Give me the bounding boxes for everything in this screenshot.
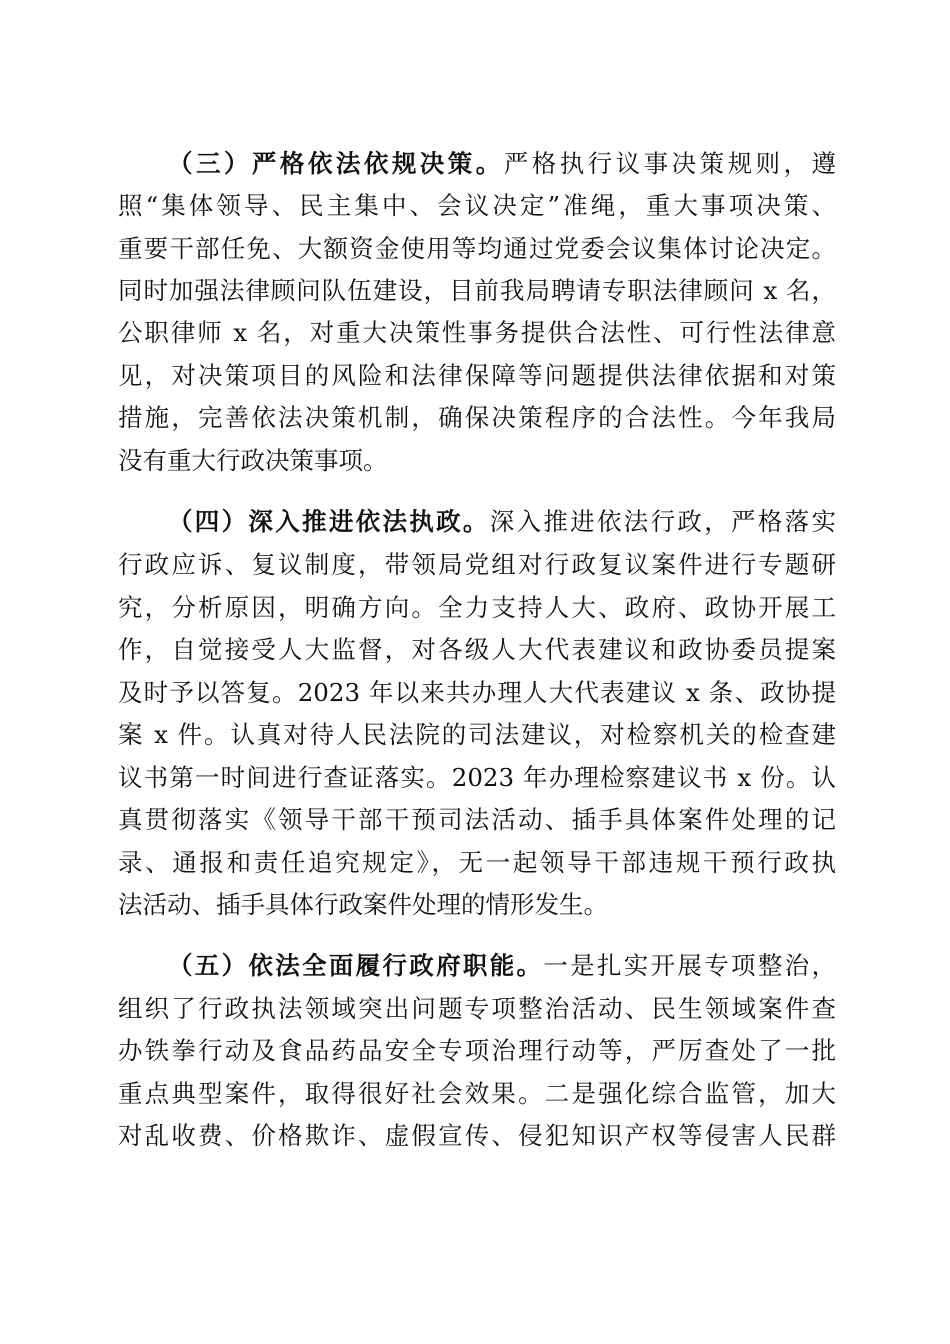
paragraph-3-line-5: 公职律师 x 名，对重大决策性事务提供合法性、可行性法律意 — [118, 318, 836, 347]
paragraph-4-line-1 — [168, 502, 836, 542]
paragraph-5-line-4: 重点典型案件，取得很好社会效果。二是强化综合监管，加大 — [118, 1079, 836, 1108]
paragraph-5-line-2: 组织了行政执法领域突出问题专项整治活动、民生领域案件查 — [118, 994, 836, 1023]
paragraph-5-text: 一是扎实开展专项整治， — [543, 951, 836, 980]
paragraph-5-line-5: 对乱收费、价格欺诈、虚假宣传、侵犯知识产权等侵害人民群 — [118, 1121, 836, 1150]
paragraph-4-line-5: 及时予以答复。2023 年以来共办理人大代表建议 x 条、政协提 — [118, 678, 836, 707]
paragraph-4-line-3: 究，分析原因，明确方向。全力支持人大、政府、政协开展工 — [118, 593, 836, 622]
paragraph-3-line-7: 措施，完善依法决策机制，确保决策程序的合法性。今年我局 — [118, 403, 836, 432]
paragraph-4-heading: （四）深入推进依法执政。 — [168, 507, 490, 536]
paragraph-3-line-2: 照“集体领导、民主集中、会议决定”准绳，重大事项决策、 — [118, 191, 836, 220]
paragraph-3-text: 严格执行议事决策规则，遵 — [503, 149, 837, 178]
paragraph-3-heading: （三）严格依法依规决策。 — [168, 149, 504, 178]
paragraph-3-line-4: 同时加强法律顾问队伍建设，目前我局聘请专职法律顾问 x 名， — [118, 276, 836, 305]
paragraph-3-line-6: 见，对决策项目的风险和法律保障等问题提供法律依据和对策 — [118, 361, 836, 390]
paragraph-3-line-3: 重要干部任免、大额资金使用等均通过党委会议集体讨论决定。 — [118, 234, 836, 263]
paragraph-4-line-6: 案 x 件。认真对待人民法院的司法建议，对检察机关的检查建 — [118, 720, 836, 749]
paragraph-4-line-4: 作，自觉接受人大监督，对各级人大代表建议和政协委员提案 — [118, 635, 836, 664]
paragraph-5-line-3: 办铁拳行动及食品药品安全专项治理行动等，严厉查处了一批 — [118, 1036, 836, 1065]
paragraph-4-line-2: 行政应诉、复议制度，带领局党组对行政复议案件进行专题研 — [118, 550, 836, 579]
paragraph-4-line-10: 法活动、插手具体行政案件处理的情形发生。 — [118, 890, 608, 919]
paragraph-4-text: 深入推进依法行政，严格落实 — [489, 507, 836, 536]
paragraph-4-line-9: 录、通报和责任追究规定》，无一起领导干部违规干预行政执 — [118, 848, 836, 877]
paragraph-4-line-7: 议书第一时间进行查证落实。2023 年办理检察建议书 x 份。认 — [118, 763, 836, 792]
paragraph-3-line-8: 没有重大行政决策事项。 — [118, 446, 388, 475]
paragraph-4-line-8: 真贯彻落实《领导干部干预司法活动、插手具体案件处理的记 — [118, 805, 836, 834]
paragraph-5-line-1 — [168, 946, 836, 986]
paragraph-3-line-1 — [168, 144, 836, 184]
paragraph-5-heading: （五）依法全面履行政府职能。 — [168, 951, 544, 980]
